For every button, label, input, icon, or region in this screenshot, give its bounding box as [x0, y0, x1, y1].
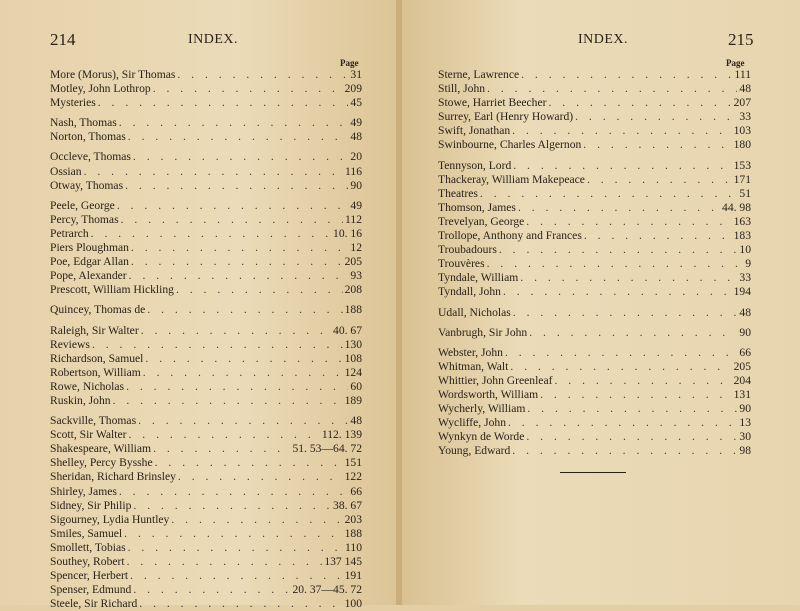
right-page — [402, 0, 800, 605]
entry-pages: 111 — [734, 68, 751, 81]
entry-pages: 90 — [350, 178, 362, 192]
leader-dots — [143, 366, 343, 380]
leader-dots — [125, 179, 348, 193]
index-entry — [438, 159, 751, 173]
entry-pages: 49 — [350, 198, 362, 212]
leader-dots — [554, 374, 731, 388]
index-entry — [438, 388, 751, 402]
index-entry — [50, 338, 362, 352]
entry-name: Vanbrugh, Sir John — [438, 325, 528, 339]
entry-name: Sheridan, Richard Brinsley — [50, 470, 176, 484]
entry-name: Udall, Nicholas — [438, 305, 511, 319]
entry-name: Sidney, Sir Philip — [50, 498, 132, 512]
index-entry — [438, 257, 751, 271]
index-entry — [50, 130, 362, 144]
entry-pages: 10. 16 — [333, 226, 362, 240]
entry-pages: 66 — [350, 484, 362, 498]
entry-name: Wycherly, William — [438, 402, 526, 416]
leader-dots — [131, 241, 349, 255]
entry-name: Ossian — [50, 164, 82, 178]
leader-dots — [487, 257, 744, 271]
entry-name: Trouvères — [438, 257, 485, 271]
entry-pages: 44. 98 — [722, 200, 751, 214]
right-index-list — [438, 68, 751, 458]
entry-name: Ruskin, John — [50, 393, 111, 407]
right-page-column-label: Page — [726, 58, 745, 68]
index-entry — [50, 227, 362, 241]
entry-name: Southey, Robert — [50, 555, 125, 568]
index-entry — [50, 269, 362, 283]
index-entry — [438, 138, 751, 152]
index-entry — [50, 366, 362, 380]
leader-dots — [513, 306, 738, 320]
index-entry — [50, 485, 362, 499]
entry-pages: 151 — [344, 456, 362, 470]
entry-pages: 51 — [739, 186, 751, 200]
leader-dots — [126, 380, 348, 394]
index-entry — [438, 285, 751, 299]
index-entry — [50, 541, 362, 555]
leader-dots — [119, 485, 349, 499]
entry-name: Richardson, Samuel — [50, 351, 144, 365]
entry-name: Spenser, Edmund — [50, 583, 132, 597]
entry-name: Wynkyn de Worde — [438, 430, 525, 444]
entry-pages: 194 — [733, 285, 751, 299]
leader-dots — [124, 527, 342, 541]
leader-dots — [526, 430, 737, 444]
leader-dots — [177, 68, 348, 82]
entry-name: Theatres — [438, 186, 478, 200]
leader-dots — [583, 138, 731, 152]
entry-pages: 103 — [733, 124, 751, 138]
entry-name: Otway, Thomas — [50, 178, 124, 192]
leader-dots — [138, 414, 348, 428]
leader-dots — [133, 583, 290, 597]
entry-name: Scott, Sir Walter — [50, 428, 127, 442]
entry-pages: 20. 37—45. 72 — [292, 583, 362, 597]
entry-pages: 153 — [733, 158, 751, 172]
leader-dots — [98, 96, 349, 110]
leader-dots — [521, 68, 732, 82]
index-entry — [50, 199, 362, 213]
entry-name: Shakespeare, William — [50, 442, 152, 456]
index-entry — [50, 255, 362, 269]
index-entry — [438, 68, 751, 82]
index-entry — [50, 414, 362, 428]
entry-pages: 90 — [739, 402, 751, 416]
entry-pages: 137 145 — [324, 555, 362, 568]
entry-pages: 66 — [739, 345, 751, 359]
entry-pages: 93 — [350, 269, 362, 283]
index-entry — [50, 303, 362, 317]
entry-name: Swinbourne, Charles Algernon — [438, 138, 582, 152]
entry-pages: 90 — [739, 325, 751, 339]
entry-name: Steele, Sir Richard — [50, 597, 138, 611]
entry-pages: 124 — [344, 365, 362, 379]
entry-pages: 48 — [739, 305, 751, 319]
entry-pages: 38. 67 — [333, 498, 362, 512]
entry-name: Norton, Thomas — [50, 130, 126, 144]
entry-name: Occleve, Thomas — [50, 150, 131, 164]
entry-pages: 163 — [733, 214, 751, 228]
entry-name: Shelley, Percy Bysshe — [50, 456, 153, 470]
entry-name: Thackeray, William Makepeace — [438, 172, 585, 186]
entry-name: Smiles, Samuel — [50, 526, 123, 540]
index-entry — [50, 470, 362, 484]
left-index-list — [50, 68, 362, 611]
end-rule — [560, 472, 626, 473]
entry-pages: 204 — [733, 373, 751, 387]
entry-name: Pope, Alexander — [50, 269, 127, 283]
leader-dots — [512, 124, 731, 138]
entry-name: Rowe, Nicholas — [50, 379, 125, 393]
leader-dots — [587, 173, 732, 187]
entry-pages: 131 — [733, 387, 751, 401]
leader-dots — [133, 499, 331, 513]
index-entry — [50, 213, 362, 227]
right-running-header: INDEX. — [578, 32, 629, 47]
entry-pages: 108 — [344, 351, 362, 365]
entry-pages: 98 — [739, 444, 751, 458]
entry-name: Troubadours — [438, 243, 497, 257]
entry-name: Young, Edward — [438, 444, 511, 458]
index-entry — [50, 82, 362, 96]
index-entry — [438, 243, 751, 257]
entry-pages: 31 — [350, 68, 362, 81]
leader-dots — [133, 150, 348, 164]
index-entry — [438, 346, 751, 360]
leader-dots — [113, 394, 343, 408]
entry-name: Wordsworth, William — [438, 387, 539, 401]
index-entry — [438, 374, 751, 388]
entry-pages: 110 — [345, 540, 362, 554]
index-entry — [438, 173, 751, 187]
entry-name: Sigourney, Lydia Huntley — [50, 512, 170, 526]
index-entry — [50, 116, 362, 130]
entry-pages: 191 — [344, 569, 362, 583]
entry-name: Tyndall, John — [438, 285, 501, 299]
entry-name: Peele, George — [50, 198, 115, 212]
entry-pages: 207 — [733, 96, 751, 110]
leader-dots — [529, 326, 737, 340]
leader-dots — [510, 360, 731, 374]
leader-dots — [176, 283, 343, 297]
entry-pages: 112. 139 — [321, 428, 362, 442]
index-entry — [50, 380, 362, 394]
index-entry — [50, 569, 362, 583]
entry-pages: 48 — [739, 82, 751, 96]
entry-name: More (Morus), Sir Thomas — [50, 68, 176, 81]
leader-dots — [128, 130, 349, 144]
leader-dots — [503, 285, 732, 299]
entry-pages: 100 — [344, 597, 362, 611]
leader-dots — [91, 227, 331, 241]
entry-pages: 208 — [344, 283, 362, 297]
entry-pages: 205 — [733, 359, 751, 373]
entry-pages: 12 — [350, 241, 362, 255]
index-entry — [50, 68, 362, 82]
entry-name: Surrey, Earl (Henry Howard) — [438, 110, 574, 124]
entry-name: Nash, Thomas — [50, 116, 117, 130]
index-entry — [438, 187, 751, 201]
index-entry — [50, 165, 362, 179]
leader-dots — [508, 416, 737, 430]
index-entry — [50, 597, 362, 611]
leader-dots — [548, 96, 731, 110]
entry-pages: 10 — [739, 243, 751, 257]
entry-pages: 116 — [345, 164, 362, 178]
leader-dots — [155, 456, 343, 470]
leader-dots — [119, 116, 349, 130]
entry-name: Sterne, Lawrence — [438, 68, 520, 81]
index-entry — [438, 402, 751, 416]
index-entry — [50, 283, 362, 297]
entry-pages: 122 — [344, 470, 362, 484]
entry-name: Reviews — [50, 337, 90, 351]
index-entry — [438, 229, 751, 243]
leader-dots — [153, 82, 343, 96]
leader-dots — [171, 513, 342, 527]
leader-dots — [131, 255, 343, 269]
leader-dots — [520, 271, 737, 285]
entry-pages: 9 — [745, 257, 751, 271]
right-page-number: 215 — [728, 30, 754, 49]
leader-dots — [575, 110, 737, 124]
entry-name: Mysteries — [50, 96, 96, 110]
entry-name: Swift, Jonathan — [438, 124, 511, 138]
entry-pages: 203 — [344, 512, 362, 526]
index-entry — [50, 442, 362, 456]
entry-pages: 188 — [344, 303, 362, 317]
entry-name: Motley, John Lothrop — [50, 82, 151, 96]
index-entry — [50, 583, 362, 597]
index-entry — [50, 96, 362, 110]
entry-name: Petrarch — [50, 226, 89, 240]
index-entry — [50, 324, 362, 338]
index-entry — [438, 215, 751, 229]
index-entry — [438, 444, 751, 458]
entry-pages: 171 — [733, 172, 751, 186]
index-entry — [50, 394, 362, 408]
left-running-header: INDEX. — [188, 32, 239, 47]
entry-pages: 13 — [739, 416, 751, 430]
leader-dots — [139, 597, 342, 611]
leader-dots — [540, 388, 731, 402]
index-entry — [438, 82, 751, 96]
entry-pages: 188 — [344, 526, 362, 540]
entry-name: Poe, Edgar Allan — [50, 255, 129, 269]
index-entry — [50, 499, 362, 513]
entry-pages: 112 — [345, 212, 362, 226]
leader-dots — [487, 82, 737, 96]
index-entry — [50, 352, 362, 366]
leader-dots — [130, 569, 343, 583]
left-page-number: 214 — [50, 30, 76, 49]
entry-pages: 33 — [739, 110, 751, 124]
entry-name: Piers Ploughman — [50, 241, 129, 255]
index-entry — [50, 456, 362, 470]
index-entry — [438, 271, 751, 285]
index-entry — [438, 430, 751, 444]
entry-name: Percy, Thomas — [50, 212, 119, 226]
entry-name: Quincey, Thomas de — [50, 303, 146, 317]
entry-pages: 183 — [733, 229, 751, 243]
leader-dots — [127, 555, 323, 569]
index-entry — [438, 110, 751, 124]
entry-pages: 40. 67 — [333, 323, 362, 337]
leader-dots — [121, 213, 343, 227]
leader-dots — [84, 165, 343, 179]
index-entry — [50, 179, 362, 193]
entry-name: Trollope, Anthony and Frances — [438, 229, 582, 243]
leader-dots — [499, 243, 738, 257]
entry-name: Sackville, Thomas — [50, 414, 137, 428]
entry-name: Spencer, Herbert — [50, 569, 129, 583]
left-page-column-label: Page — [340, 58, 359, 68]
entry-pages: 49 — [350, 116, 362, 130]
leader-dots — [129, 269, 349, 283]
entry-pages: 209 — [344, 82, 362, 96]
index-entry — [438, 326, 751, 340]
leader-dots — [128, 541, 343, 555]
entry-name: Shirley, James — [50, 484, 117, 498]
entry-name: Smollett, Tobias — [50, 540, 126, 554]
left-page — [0, 0, 398, 611]
index-entry — [438, 416, 751, 430]
entry-name: Trevelyan, George — [438, 214, 525, 228]
entry-pages: 51. 53—64. 72 — [292, 442, 362, 456]
entry-name: Thomson, James — [438, 200, 516, 214]
entry-pages: 205 — [344, 255, 362, 269]
leader-dots — [584, 229, 732, 243]
entry-pages: 30 — [739, 430, 751, 444]
entry-name: Prescott, William Hickling — [50, 283, 174, 297]
leader-dots — [526, 215, 731, 229]
leader-dots — [145, 352, 342, 366]
leader-dots — [117, 199, 349, 213]
entry-name: Stowe, Harriet Beecher — [438, 96, 547, 110]
index-entry — [50, 513, 362, 527]
leader-dots — [527, 402, 737, 416]
entry-pages: 48 — [350, 414, 362, 428]
index-entry — [438, 306, 751, 320]
entry-name: Whittier, John Greenleaf — [438, 373, 553, 387]
entry-name: Robertson, William — [50, 365, 141, 379]
leader-dots — [512, 444, 737, 458]
entry-pages: 45 — [350, 96, 362, 110]
entry-name: Webster, John — [438, 345, 503, 359]
leader-dots — [92, 338, 343, 352]
leader-dots — [147, 303, 342, 317]
entry-pages: 33 — [739, 271, 751, 285]
index-entry — [438, 124, 751, 138]
entry-pages: 189 — [344, 393, 362, 407]
entry-name: Tyndale, William — [438, 271, 519, 285]
leader-dots — [141, 324, 331, 338]
entry-pages: 130 — [344, 337, 362, 351]
entry-name: Tennyson, Lord — [438, 158, 512, 172]
leader-dots — [128, 428, 319, 442]
index-entry — [50, 555, 362, 569]
entry-pages: 180 — [733, 138, 751, 152]
entry-name: Still, John — [438, 82, 486, 96]
index-entry — [438, 96, 751, 110]
index-entry — [50, 527, 362, 541]
index-entry — [438, 360, 751, 374]
entry-name: Whitman, Walt — [438, 359, 509, 373]
entry-name: Wycliffe, John — [438, 416, 506, 430]
index-entry — [50, 241, 362, 255]
leader-dots — [505, 346, 737, 360]
leader-dots — [513, 159, 731, 173]
entry-name: Raleigh, Sir Walter — [50, 323, 139, 337]
entry-pages: 48 — [350, 130, 362, 144]
entry-pages: 20 — [350, 150, 362, 164]
entry-pages: 60 — [350, 379, 362, 393]
index-entry — [50, 150, 362, 164]
leader-dots — [178, 470, 343, 484]
index-entry — [438, 201, 751, 215]
leader-dots — [518, 201, 720, 215]
index-entry — [50, 428, 362, 442]
leader-dots — [480, 187, 737, 201]
leader-dots — [153, 442, 290, 456]
